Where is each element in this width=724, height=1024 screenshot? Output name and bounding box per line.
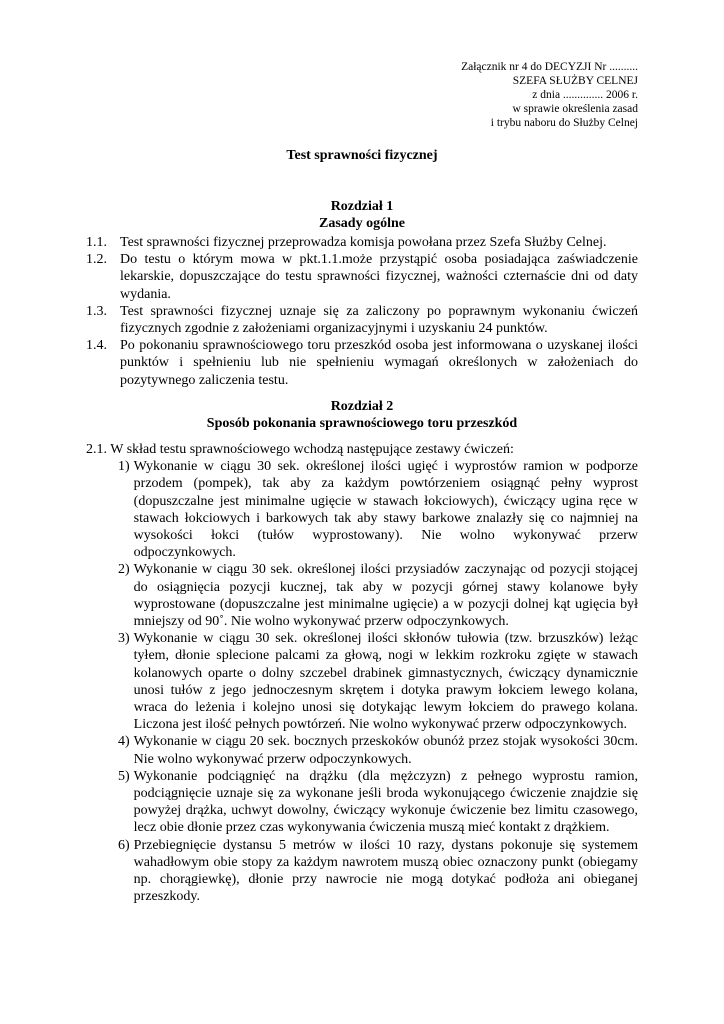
header-line: w sprawie określenia zasad <box>512 103 638 115</box>
exercise-item <box>118 458 638 561</box>
document-title: Test sprawności fizycznej <box>286 148 438 163</box>
exercise-number: 2) <box>118 562 130 578</box>
exercise-text: Wykonanie w ciągu 20 sek. bocznych przeskoków obunóż przez stojak wysokości 30cm. Nie wolno wykonywać przerw odpoczynkowych. <box>133 734 638 767</box>
chapter-1-title: Zasady ogólne <box>319 216 405 231</box>
list-item <box>86 303 638 337</box>
item-text: Test sprawności fizycznej uznaje się za zaliczony po poprawnym wykonaniu ćwiczeń fizycznych zgodnie z założeniami organizacyjnymi i uzyskaniu 24 punktów. <box>120 303 638 337</box>
item-text: Test sprawności fizycznej przeprowadza komisja powołana przez Szefa Służby Celnej. <box>120 235 607 250</box>
list-item <box>86 234 638 251</box>
chapter-1-heading <box>0 198 724 232</box>
exercise-number: 5) <box>118 768 130 784</box>
header-line: z dnia .............. 2006 r. <box>532 89 638 101</box>
exercise-number: 3) <box>118 631 130 647</box>
section-intro: 2.1. W skład testu sprawnościowego wchodzą następujące zestawy ćwiczeń: <box>86 442 514 457</box>
chapter-1-number: Rozdział 1 <box>330 199 394 214</box>
chapter-2-heading <box>0 398 724 432</box>
item-number: 1.3. <box>86 303 107 319</box>
exercise-text: Wykonanie w ciągu 30 sek. określonej ilości skłonów tułowia (tzw. brzuszków) leżąc tyłem, dłonie splecione palcami za głową, nogi w lekkim rozkroku zgięte w stawach kolanowych oparte o dolny szczebel drabinek gimnastycznych, ćwiczący dynamicznie unosi tułów z jego jednoczesnym skrętem i dotyka prawym łokciem lewego kolana, wraca do leżenia i kolejno unosi się dotykając lewym łokciem do prawego kolana. Liczona jest ilość pełnych powtórzeń. Nie wolno wykonywać przerw odpoczynkowych. <box>133 631 638 733</box>
item-text: Po pokonaniu sprawnościowego toru przeszkód osoba jest informowana o uzyskanej ilości punktów i spełnieniu lub nie spełnieniu wymagań określonych w założeniach do pozytywnego zaliczenia testu. <box>120 338 638 388</box>
header-line: i trybu naboru do Służby Celnej <box>490 117 638 129</box>
chapter-2-items <box>86 441 638 905</box>
exercise-text: Przebiegnięcie dystansu 5 metrów w ilości 10 razy, dystans pokonuje się systemem wahadłowym obie stopy za każdym nawrotem muszą obiec oznaczony punkt (obiegamy np. chorągiewkę), dłonie przy nawrocie nie mogą dotykać podłoża ani obieganej przeszkody. <box>133 837 638 905</box>
exercise-item <box>118 561 638 630</box>
exercise-number: 6) <box>118 837 130 853</box>
chapter-2-number: Rozdział 2 <box>330 399 394 414</box>
chapter-1-items <box>86 234 638 389</box>
exercise-item <box>118 768 638 837</box>
list-item <box>86 337 638 389</box>
header-line: SZEFA SŁUŻBY CELNEJ <box>512 75 638 87</box>
annex-header <box>318 60 638 130</box>
item-text: Do testu o którym mowa w pkt.1.1.może przystąpić osoba posiadająca zaświadczenie lekarskie, dopuszczające do testu sprawności fizycznej, ważności czternaście dni od daty wydania. <box>120 252 638 302</box>
exercise-text: Wykonanie podciągnięć na drążku (dla mężczyzn) z pełnego wyprostu ramion, podciągnięcie uznaje się za wykonane jeśli broda wykonującego ćwiczenie znajdzie się powyżej drążka, uchwyt dowolny, ćwiczący wykonuje ćwiczenie bez limitu czasowego, lecz obie dłonie przez czas wykonywania ćwiczenia muszą mieć kontakt z drążkiem. <box>133 768 638 836</box>
exercise-item <box>118 733 638 767</box>
exercise-item <box>118 630 638 733</box>
item-number: 1.1. <box>86 235 107 250</box>
chapter-2-title: Sposób pokonania sprawnościowego toru przeszkód <box>206 416 518 431</box>
exercise-text: Wykonanie w ciągu 30 sek. określonej ilości ugięć i wyprostów ramion w podporze przodem (pompek), tak aby za każdym powtórzeniem osiągnąć pełny wyprost (dopuszczalne jest minimalne ugięcie w stawach łokciowych), ćwiczący ugina ręce w stawach łokciowych i barkowych tak aby stawy barkowe znalazły się co najmniej na wysokości łokci (tułów wyprostowany). Nie wolno wykonywać przerw odpoczynkowych. <box>133 459 638 561</box>
header-line: Załącznik nr 4 do DECYZJI Nr .......... <box>461 61 638 73</box>
exercise-item <box>118 837 638 906</box>
exercise-number: 1) <box>118 459 130 475</box>
item-number: 1.2. <box>86 252 107 268</box>
item-number: 1.4. <box>86 338 107 354</box>
exercise-text: Wykonanie w ciągu 30 sek. określonej ilości przysiadów zaczynając od pozycji stojącej do osiągnięcia pozycji kucznej, tak aby w pozycji górnej stawy kolanowe były wyprostowane (dopuszczalne jest minimalne ugięcie) a w pozycji dolnej kąt ugięcia był mniejszy od 90˚. Nie wolno wykonywać przerw odpoczynkowych. <box>133 562 638 630</box>
exercise-number: 4) <box>118 734 130 750</box>
exercise-list <box>118 458 638 905</box>
list-item <box>86 251 638 303</box>
